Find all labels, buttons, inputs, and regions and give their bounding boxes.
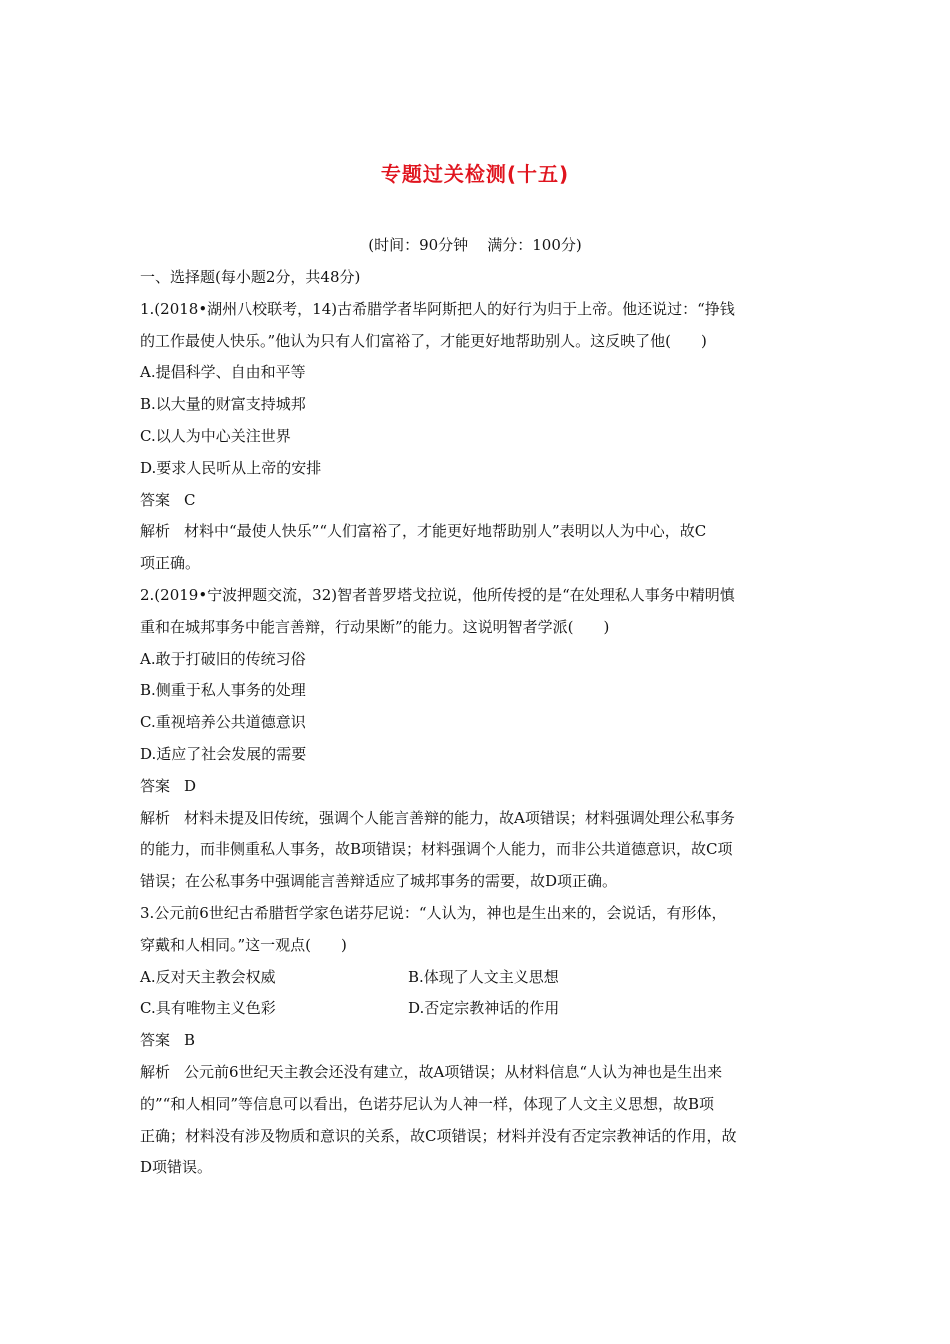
- time-limit: (时间：90分钟: [368, 236, 469, 254]
- question-stem-line: 的工作最使人快乐。”他认为只有人们富裕了，才能更好地帮助别人。这反映了他( ): [140, 331, 707, 350]
- option-d: D.否定宗教神话的作用: [408, 999, 560, 1018]
- analysis-text: 公元前6世纪天主教会还没有建立，故A项错误；从材料信息“人认为神也是生出来: [184, 1062, 723, 1081]
- option-d: D.适应了社会发展的需要: [140, 744, 307, 763]
- options-row: [140, 993, 812, 1025]
- answer-line: [140, 485, 812, 517]
- option-b: B.侧重于私人事务的处理: [140, 681, 306, 700]
- question-3: [140, 898, 812, 1184]
- analysis-line: 的”“和人相同”等信息可以看出，色诺芬尼认为人神一样，体现了人文主义思想，故B项: [140, 1094, 715, 1113]
- answer-line: [140, 1025, 812, 1057]
- options-row: [140, 962, 812, 994]
- answer-label: 答案: [140, 490, 171, 509]
- analysis-label: 解析: [140, 808, 171, 827]
- analysis-text: 材料未提及旧传统，强调个人能言善辩的能力，故A项错误；材料强调处理公私事务: [184, 808, 735, 827]
- exam-meta: [0, 234, 950, 255]
- question-2: [140, 580, 812, 898]
- question-1: [140, 294, 812, 580]
- analysis-line: [140, 803, 812, 835]
- analysis-label: 解析: [140, 522, 171, 541]
- analysis-line: 错误；在公私事务中强调能言善辩适应了城邦事务的需要，故D项正确。: [140, 872, 618, 891]
- option-c: C.具有唯物主义色彩: [140, 999, 276, 1018]
- analysis-text: 材料中“最使人快乐”“人们富裕了，才能更好地帮助别人”表明以人为中心，故C: [184, 522, 707, 541]
- question-stem-line: 3.公元前6世纪古希腊哲学家色诺芬尼说：“人认为，神也是生出来的，会说话，有形体，: [140, 903, 727, 922]
- answer-value: D: [184, 776, 197, 795]
- page-title: 专题过关检测(十五): [380, 162, 570, 186]
- question-stem-line: 1.(2018•湖州八校联考，14)古希腊学者毕阿斯把人的好行为归于上帝。他还说过：“挣钱: [140, 299, 735, 318]
- section-heading: 一、选择题(每小题2分，共48分): [140, 268, 361, 286]
- option-d: D.要求人民听从上帝的安排: [140, 458, 322, 477]
- question-stem-line: 重和在城邦事务中能言善辩，行动果断”的能力。这说明智者学派( ): [140, 617, 610, 636]
- option-a: A.提倡科学、自由和平等: [140, 363, 306, 382]
- analysis-line: 项正确。: [140, 554, 201, 573]
- document-body: [140, 262, 812, 1184]
- answer-label: 答案: [140, 1031, 171, 1050]
- option-c: C.以人为中心关注世界: [140, 426, 291, 445]
- answer-value: B: [184, 1031, 196, 1050]
- question-stem-line: 穿戴和人相同。”这一观点( ): [140, 935, 347, 954]
- question-stem-line: 2.(2019•宁波押题交流，32)智者普罗塔戈拉说，他所传授的是“在处理私人事务中精明慎: [140, 585, 735, 604]
- analysis-line: D项错误。: [140, 1158, 213, 1177]
- option-c: C.重视培养公共道德意识: [140, 713, 306, 732]
- analysis-line: 的能力，而非侧重私人事务，故B项错误；材料强调个人能力，而非公共道德意识，故C项: [140, 840, 733, 859]
- option-b: B.以大量的财富支持城邦: [140, 395, 306, 414]
- analysis-line: 正确；材料没有涉及物质和意识的关系，故C项错误；材料并没有否定宗教神话的作用，故: [140, 1126, 737, 1145]
- analysis-line: [140, 516, 812, 548]
- analysis-line: [140, 1057, 812, 1089]
- answer-label: 答案: [140, 776, 171, 795]
- option-a: A.敢于打破旧的传统习俗: [140, 649, 306, 668]
- answer-line: [140, 771, 812, 803]
- analysis-label: 解析: [140, 1062, 171, 1081]
- option-a: A.反对天主教会权威: [140, 967, 276, 986]
- option-b: B.体现了人文主义思想: [408, 967, 559, 986]
- full-score: 满分：100分): [487, 236, 582, 254]
- answer-value: C: [184, 490, 196, 509]
